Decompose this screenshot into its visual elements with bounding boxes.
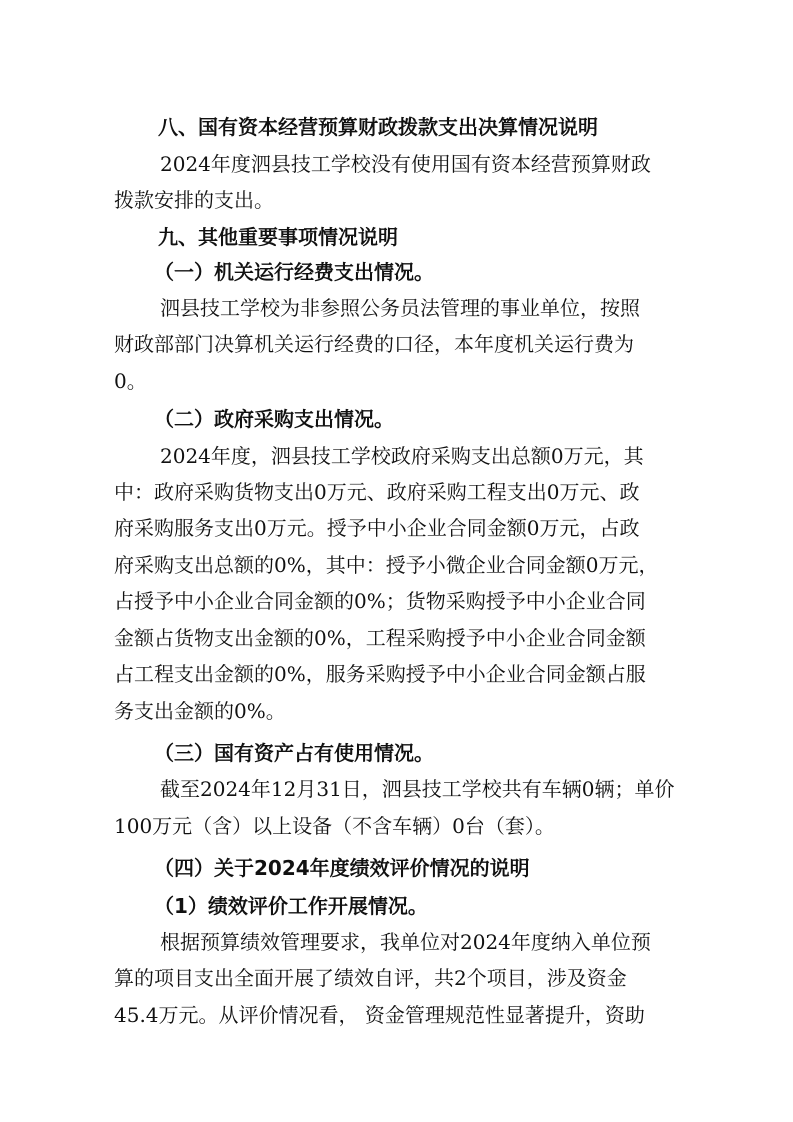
- subsection-heading: （三）国有资产占有使用情况。: [154, 741, 434, 765]
- paragraph-line: 金额占货物支出金额的0%，工程采购授予中小企业合同金额: [114, 626, 646, 650]
- paragraph-line: 拨款安排的支出。: [114, 188, 274, 212]
- paragraph-line: 府采购支出总额的0%，其中：授予小微企业合同金额0万元，: [114, 553, 659, 577]
- paragraph-line: 45.4万元。从评价情况看， 资金管理规范性显著提升，资助: [114, 1003, 645, 1027]
- section-heading: 九、其他重要事项情况说明: [158, 225, 398, 249]
- paragraph-line: 中：政府采购货物支出0万元、政府采购工程支出0万元、政: [114, 480, 640, 504]
- paragraph-line: 2024年度，泗县技工学校政府采购支出总额0万元，其: [160, 444, 644, 468]
- paragraph-line: 财政部部门决算机关运行经费的口径，本年度机关运行费为: [114, 332, 634, 356]
- paragraph-line: 2024年度泗县技工学校没有使用国有资本经营预算财政: [160, 152, 651, 176]
- paragraph-line: 占授予中小企业合同金额的0%；货物采购授予中小企业合同: [114, 589, 646, 613]
- paragraph-line: 占工程支出金额的0%，服务采购授予中小企业合同金额占服: [114, 662, 646, 686]
- subsection-heading: （1）绩效评价工作开展情况。: [154, 894, 428, 918]
- subsection-heading: （二）政府采购支出情况。: [154, 407, 394, 431]
- paragraph-line: 截至2024年12月31日，泗县技工学校共有车辆0辆；单价: [160, 777, 675, 801]
- paragraph-line: 泗县技工学校为非参照公务员法管理的事业单位，按照: [160, 296, 640, 320]
- paragraph-line: 根据预算绩效管理要求，我单位对2024年度纳入单位预: [160, 930, 651, 954]
- section-heading: 八、国有资本经营预算财政拨款支出决算情况说明: [158, 115, 598, 139]
- subsection-heading: （一）机关运行经费支出情况。: [154, 260, 434, 284]
- paragraph-line: 算的项目支出全面开展了绩效自评，共2个项目，涉及资金: [114, 966, 627, 990]
- paragraph-line: 0。: [114, 369, 147, 393]
- subsection-heading: （四）关于2024年度绩效评价情况的说明: [154, 856, 530, 880]
- paragraph-line: 100万元（含）以上设备（不含车辆）0台（套）。: [114, 814, 555, 838]
- paragraph-line: 务支出金额的0%。: [114, 699, 286, 723]
- paragraph-line: 府采购服务支出0万元。授予中小企业合同金额0万元，占政: [114, 516, 640, 540]
